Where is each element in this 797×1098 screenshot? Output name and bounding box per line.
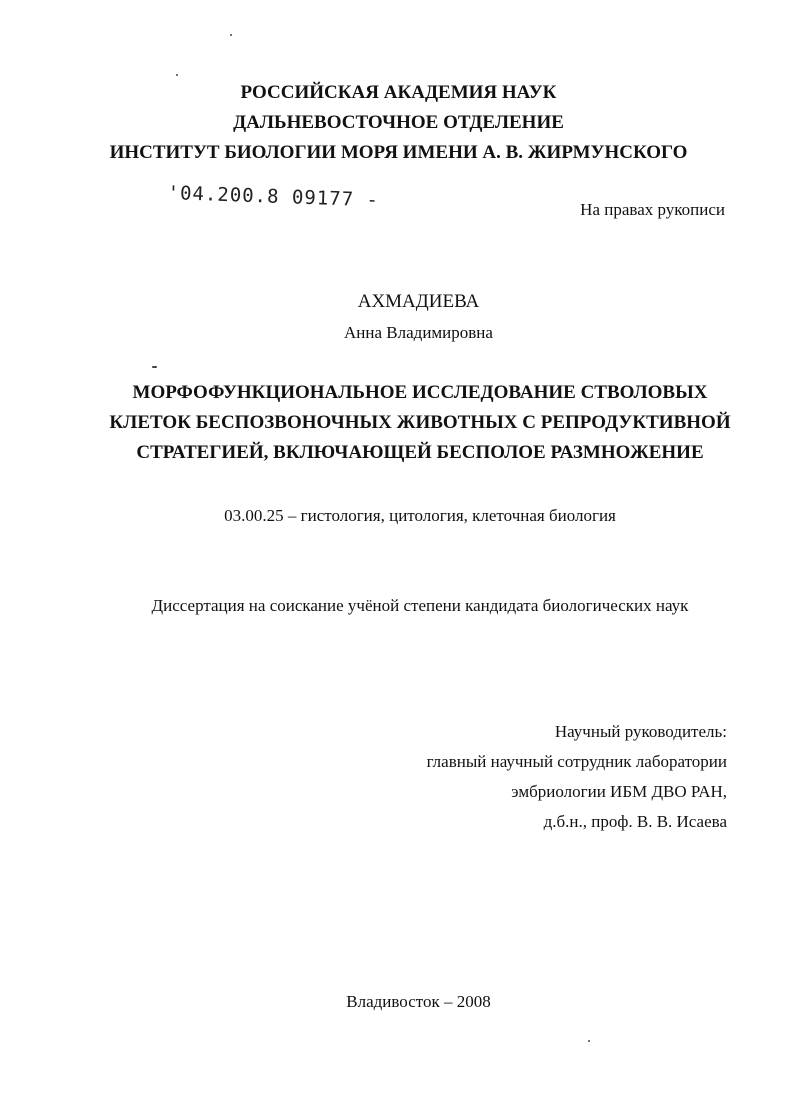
supervisor-block <box>427 717 727 837</box>
specialty-code: 03.00.25 – гистология, цитология, клеточная биология <box>224 506 616 525</box>
author-given-names: Анна Владимировна <box>344 323 493 342</box>
branch-name: ДАЛЬНЕВОСТОЧНОЕ ОТДЕЛЕНИЕ <box>233 112 564 133</box>
scan-speck <box>152 366 157 368</box>
supervisor-name: д.б.н., проф. В. В. Исаева <box>543 812 727 831</box>
scan-speck <box>176 74 178 76</box>
supervisor-position: главный научный сотрудник лаборатории <box>426 752 727 771</box>
supervisor-affiliation: эмбриологии ИБМ ДВО РАН, <box>511 782 727 801</box>
institution-header <box>0 78 797 168</box>
degree-statement: Диссертация на соискание учёной степени кандидата биологических наук <box>151 596 689 615</box>
scan-speck <box>588 1040 590 1042</box>
title-line: МОРФОФУНКЦИОНАЛЬНОЕ ИССЛЕДОВАНИЕ СТВОЛОВЫХ <box>132 382 708 403</box>
academy-name: РОССИЙСКАЯ АКАДЕМИЯ НАУК <box>240 82 557 103</box>
registration-stamp: '04.200.8 09177 - <box>167 182 380 212</box>
supervisor-label: Научный руководитель: <box>554 722 727 741</box>
author-surname: АХМАДИЕВА <box>357 291 480 312</box>
title-line: КЛЕТОК БЕСПОЗВОНОЧНЫХ ЖИВОТНЫХ С РЕПРОДУКТИВНОЙ <box>109 412 731 433</box>
rights-note: На правах рукописи <box>580 200 725 219</box>
scan-speck <box>230 34 232 36</box>
title-line: СТРАТЕГИЕЙ, ВКЛЮЧАЮЩЕЙ БЕСПОЛОЕ РАЗМНОЖЕНИЕ <box>136 442 704 463</box>
place-year: Владивосток – 2008 <box>346 992 491 1011</box>
dissertation-title <box>0 378 797 468</box>
institute-name: ИНСТИТУТ БИОЛОГИИ МОРЯ ИМЕНИ А. В. ЖИРМУНСКОГО <box>109 142 688 163</box>
